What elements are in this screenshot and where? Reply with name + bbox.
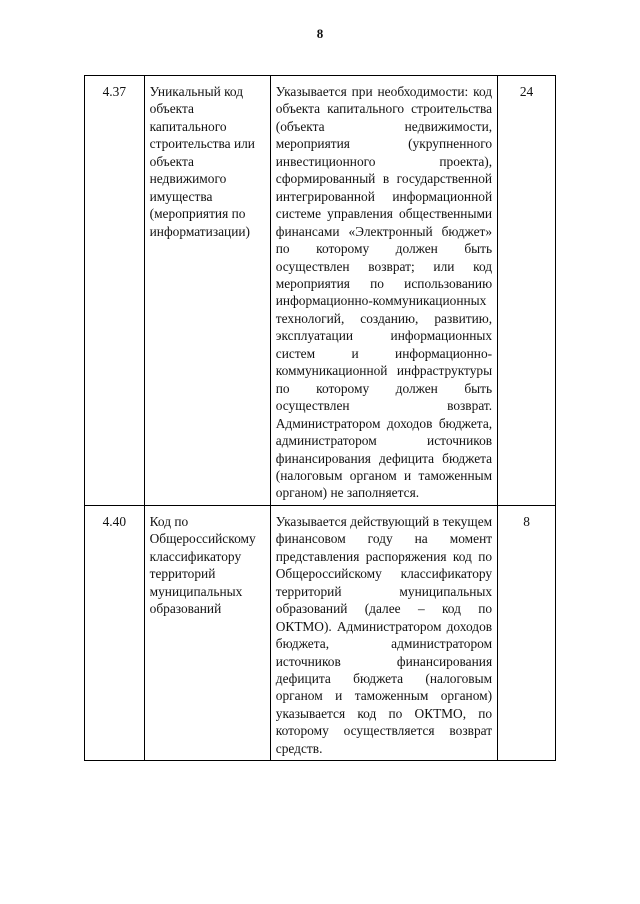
- table-row: [85, 505, 556, 760]
- requisite-name-cell: Уникальный код объекта капитального строительства или объекта недвижимого имущества (мероприятия по информатизации): [144, 76, 270, 506]
- field-length-cell: 24: [498, 76, 556, 506]
- requisites-table: [84, 75, 556, 761]
- field-length-cell: 8: [498, 505, 556, 760]
- table-row: [85, 76, 556, 506]
- requisite-description-cell: Указывается при необходимости: код объекта капитального строительства (объекта недвижимости, мероприятия (укрупненного инвестиционного проекта), сформированный в государственной интегрированной информационной системе управления общественными финансами «Электронный бюджет» по которому должен быть осуществлен возврат; или код мероприятия по использованию информационно-коммуникационных технологий, созданию, развитию, эксплуатации информационных систем и информационно-коммуникационной инфраструктуры по которому должен быть осуществлен возврат. Администратором доходов бюджета, администратором источников финансирования дефицита бюджета (налоговым органом и таможенным органом) не заполняется.: [270, 76, 497, 506]
- requisite-description-cell: Указывается действующий в текущем финансовом году на момент представления распоряжения код по Общероссийскому классификатору территорий муниципальных образований (далее – код по ОКТМО). Администратором доходов бюджета, администратором источников финансирования дефицита бюджета (налоговым органом и таможенным органом) указывается код по ОКТМО, по которому осуществляется возврат средств.: [270, 505, 497, 760]
- page-number: 8: [316, 26, 324, 41]
- requisite-name-cell: Код по Общероссийскому классификатору территорий муниципальных образований: [144, 505, 270, 760]
- row-number-cell: 4.40: [85, 505, 145, 760]
- row-number-cell: 4.37: [85, 76, 145, 506]
